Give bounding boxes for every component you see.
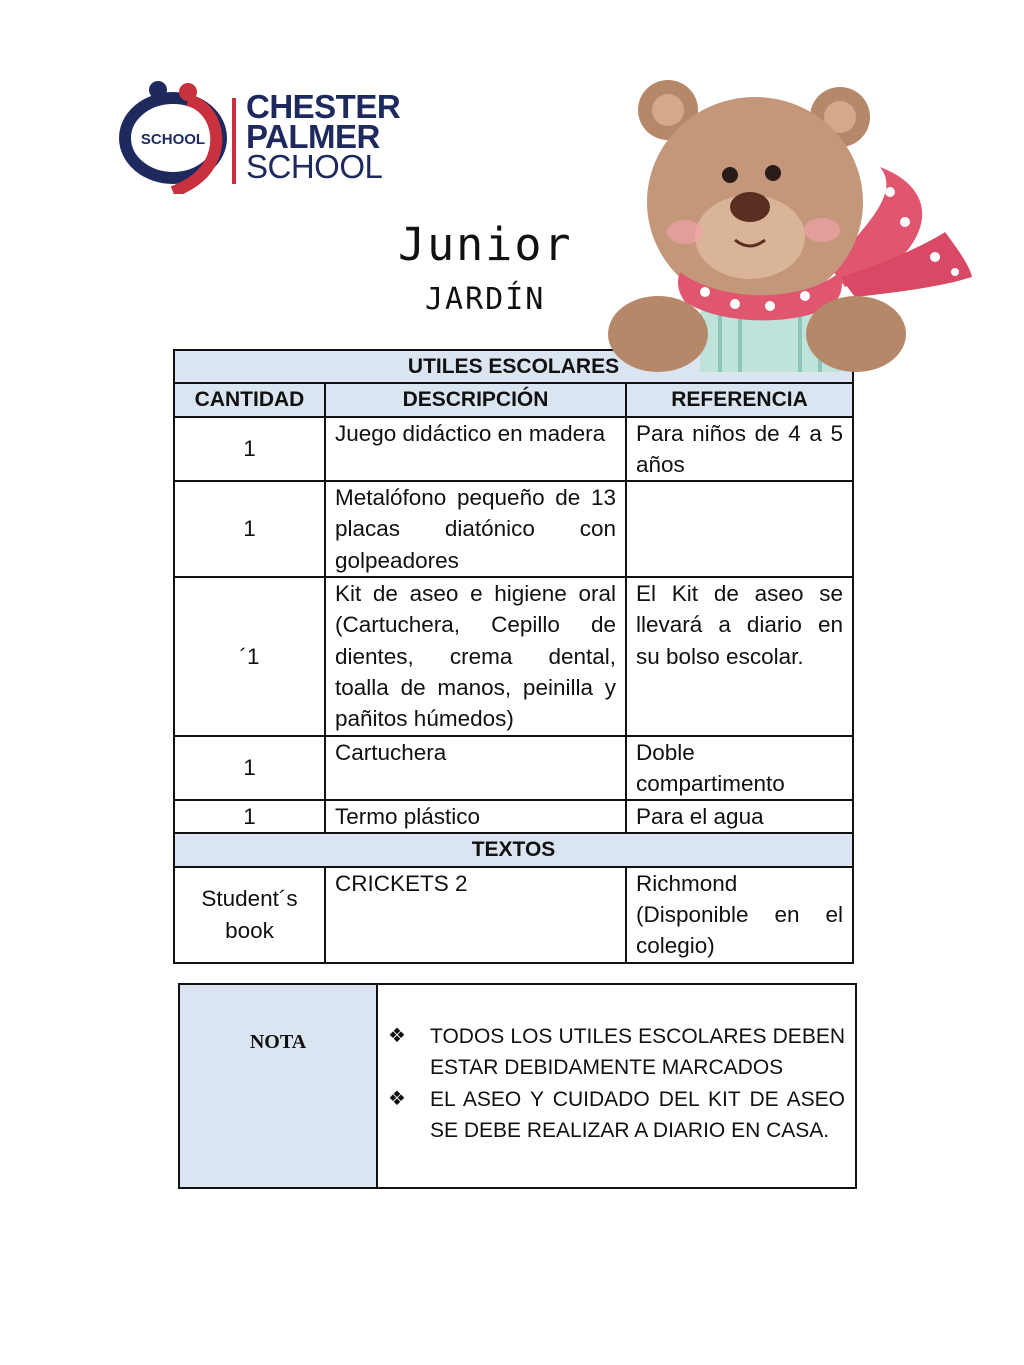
page-subtitle: JARDÍN	[425, 282, 546, 317]
teddy-bear-illustration	[600, 72, 980, 372]
note-item	[388, 1084, 845, 1147]
diamond-bullet-icon: ❖	[388, 1025, 406, 1047]
note-item	[388, 1021, 845, 1084]
cell-quantity: 1	[174, 481, 325, 577]
cell-quantity: 1	[174, 800, 325, 833]
note-item-text: TODOS LOS UTILES ESCOLARES DEBEN ESTAR DEBIDAMENTE MARCADOS	[430, 1025, 845, 1080]
section-supplies-heading: UTILES ESCOLARES	[174, 350, 853, 383]
cell-description: Cartuchera	[325, 736, 626, 801]
section-texts-heading: TEXTOS	[174, 833, 853, 866]
logo-divider	[232, 98, 236, 184]
cell-description: Metalófono pequeño de 13 placas diatónico con golpeadores	[325, 481, 626, 577]
table-header-row	[174, 383, 853, 416]
cell-quantity: 1	[174, 417, 325, 482]
cell-reference: Para niños de 4 a 5 años	[626, 417, 853, 482]
note-box	[178, 983, 857, 1189]
cell-quantity: 1	[174, 736, 325, 801]
table-row	[174, 736, 853, 801]
school-logo	[118, 78, 401, 196]
cell-quantity: Student´s book	[174, 867, 325, 963]
table-row	[174, 867, 853, 963]
cell-description: Kit de aseo e higiene oral (Cartuchera, Cepillo de dientes, crema dental, toalla de manos, peinilla y pañitos húmedos)	[325, 577, 626, 735]
diamond-bullet-icon: ❖	[388, 1087, 406, 1110]
table-row	[174, 417, 853, 482]
table-row	[174, 800, 853, 833]
cell-quantity: ´1	[174, 577, 325, 735]
note-label: NOTA	[179, 984, 377, 1188]
page-title: Junior	[398, 218, 573, 271]
cell-reference: Para el agua	[626, 800, 853, 833]
note-body	[377, 984, 856, 1188]
note-item-text: EL ASEO Y CUIDADO DEL KIT DE ASEO SE DEBE REALIZAR A DIARIO EN CASA.	[430, 1087, 845, 1142]
table-row	[174, 577, 853, 735]
cell-description: CRICKETS 2	[325, 867, 626, 963]
logo-line-chester: CHESTER	[246, 88, 401, 125]
table-section-row	[174, 833, 853, 866]
supplies-table	[173, 349, 854, 964]
column-header-description: DESCRIPCIÓN	[325, 383, 626, 416]
cell-reference: El Kit de aseo se llevará a diario en su bolso escolar.	[626, 577, 853, 735]
cell-reference: Doble compartimento	[626, 736, 853, 801]
cell-reference	[626, 481, 853, 577]
column-header-reference: REFERENCIA	[626, 383, 853, 416]
cell-reference: Richmond (Disponible en el colegio)	[626, 867, 853, 963]
cell-description: Juego didáctico en madera	[325, 417, 626, 482]
logo-badge-text: SCHOOL	[140, 131, 206, 148]
logo-line-school: SCHOOL	[246, 148, 383, 185]
table-row	[174, 481, 853, 577]
school-logo-icon	[118, 78, 228, 194]
column-header-quantity: CANTIDAD	[174, 383, 325, 416]
cell-description: Termo plástico	[325, 800, 626, 833]
logo-line-palmer: PALMER	[246, 118, 380, 155]
